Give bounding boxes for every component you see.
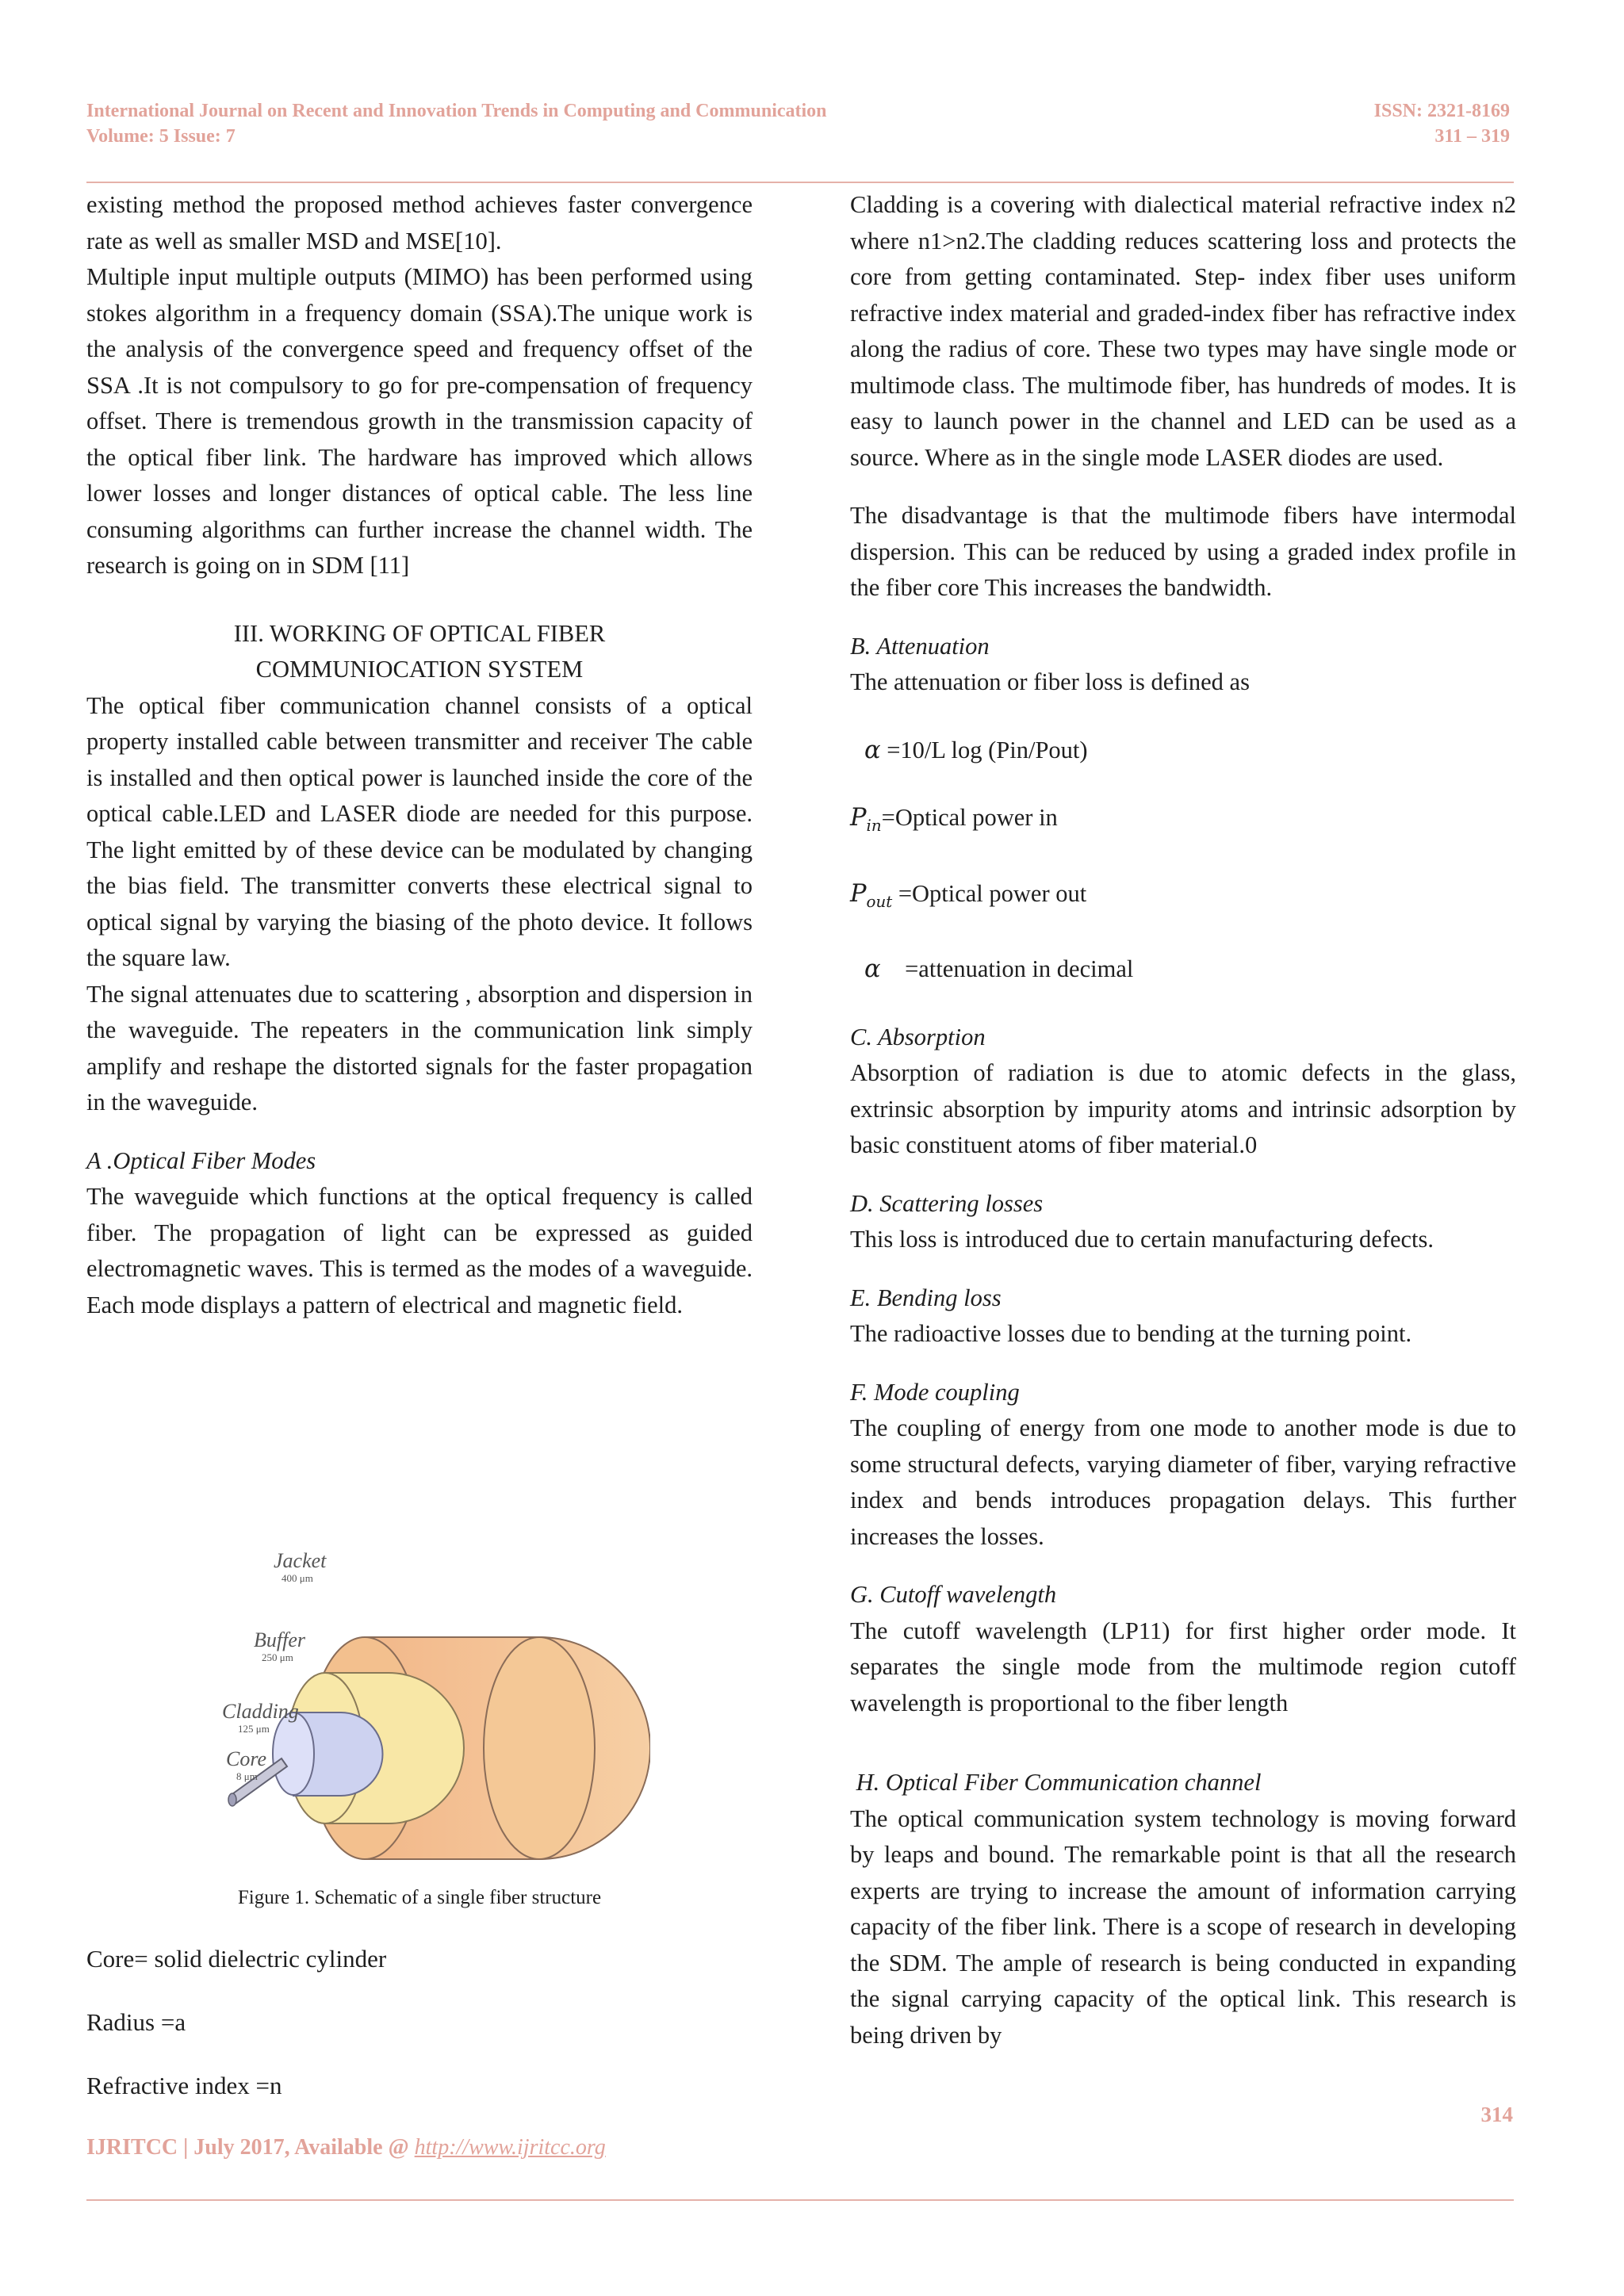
footer — [86, 2135, 606, 2160]
buffer-label: Buffer — [254, 1628, 305, 1651]
definition: Refractive index =n — [86, 2072, 282, 2099]
core-end — [228, 1793, 236, 1806]
attenuation-equation: α =10/L log (Pin/Pout) — [864, 736, 1088, 764]
paragraph: This loss is introduced due to certain manufacturing defects. — [850, 1226, 1434, 1253]
pout-definition: $P_{out}$ =Optical power out — [850, 879, 1087, 911]
paragraph: The radioactive losses due to bending at the turning point. — [850, 1320, 1412, 1348]
cladding-label: Cladding — [222, 1700, 299, 1723]
jacket-label: Jacket — [274, 1549, 327, 1572]
paragraph: Absorption of radiation is due to atomic defects in the glass, extrinsic absorption by impurity atoms and intrinsic adsorption by basic constituent atoms of fiber material.0 — [850, 1059, 1516, 1159]
paragraph: The optical fiber communication channel consists of a optical property installed cable between transmitter and receiver The cable is installed and then optical power is launched inside the core of the optical cable.LED and LASER diode are needed for this purpose. The light emitted by of these device can be modulated by changing the bias field. The transmitter converts these electrical signal to optical signal by varying the biasing of the photo device. It follows the square law. — [86, 691, 753, 971]
cladding-face — [273, 1712, 314, 1795]
left-column — [86, 187, 753, 1323]
paragraph: The coupling of energy from one mode to another mode is due to some structural defects, varying diameter of fiber, varying refractive index and bends introduces propagation delays. This further increases the losses. — [850, 1414, 1516, 1550]
subsection-heading: H. Optical Fiber Communication channel — [850, 1769, 1262, 1797]
paragraph: The cutoff wavelength (LP11) for first higher order mode. It separates the single mode from the multimode region cutoff wavelength is proportional to the fiber length — [850, 1617, 1516, 1716]
footer-text: IJRITCC | July 2017, Available @ — [86, 2135, 415, 2160]
paragraph: The waveguide which functions at the optical frequency is called fiber. The propagation of light can be expressed as guided electromagnetic waves. This is termed as the modes of a waveguide. Each mode displays a pattern of electrical and magnetic field. — [86, 1183, 753, 1318]
paragraph: Cladding is a covering with dialectical material refractive index n2 where n1>n2.The cladding reduces scattering loss and protects the core from getting contaminated. Step- index fiber uses uniform refractive index material and graded-index fiber has refractive index along the radius of core. These two types may have single mode or multimode class. The multimode fiber, has hundreds of modes. It is easy to launch power in the channel and LED can be used as a source. Where as in the single mode LASER diodes are used. — [850, 191, 1516, 471]
footer-divider — [86, 2199, 1514, 2201]
subsection-heading: B. Attenuation — [850, 632, 990, 660]
header-divider — [86, 182, 1514, 183]
running-header-right — [1374, 98, 1510, 149]
page-number: 314 — [1480, 2103, 1513, 2126]
figure-caption: Figure 1. Schematic of a single fiber structure — [237, 1887, 602, 1908]
paragraph: The optical communication system technology is moving forward by leaps and bound. The remarkable point is that all the research experts are trying to increase the amount of information carrying capacity of the fiber link. There is a scope of research in developing the SDM. The ample of research is being conducted in expanding the signal carrying capacity of the optical link. This research is being driven by — [850, 1804, 1516, 2049]
core-size: 8 μm — [236, 1770, 258, 1782]
issn: ISSN: 2321-8169 — [1373, 101, 1510, 121]
volume-issue: Volume: 5 Issue: 7 — [86, 126, 236, 147]
paragraph: existing method the proposed method achieves faster convergence rate as well as smaller MSD and MSE[10]. — [86, 191, 753, 254]
paragraph: Multiple input multiple outputs (MIMO) has been performed using stokes algorithm in a frequency domain (SSA).The unique work is the analysis of the convergence speed and frequency offset of the SSA .It is not compulsory to go for pre-compensation of frequency offset. There is tremendous growth in the transmission capacity of the optical fiber link. The hardware has improved which allows lower losses and longer distances of optical cable. The less line consuming algorithms can further increase the channel width. The research is going on in SDM [11] — [86, 263, 753, 579]
alpha-definition: α =attenuation in decimal — [864, 955, 1134, 984]
paragraph: The attenuation or fiber loss is defined as — [850, 668, 1250, 695]
running-header — [86, 98, 827, 149]
buffer-size: 250 μm — [262, 1651, 293, 1663]
subsection-heading: G. Cutoff wavelength — [850, 1581, 1057, 1609]
cladding-size: 125 μm — [238, 1723, 270, 1735]
section-heading: III. WORKING OF OPTICAL FIBER COMMUNIOCATION SYSTEM — [233, 619, 606, 683]
subsection-heading: C. Absorption — [850, 1023, 986, 1050]
definition: Radius =a — [86, 2008, 186, 2036]
fiber-structure-figure — [206, 1534, 650, 1867]
jacket-end — [484, 1637, 595, 1859]
subsection-heading: F. Mode coupling — [850, 1378, 1020, 1406]
core-label: Core — [226, 1747, 267, 1770]
journal-link[interactable]: http://www.ijritcc.org — [414, 2135, 606, 2160]
subsection-heading: A .Optical Fiber Modes — [86, 1146, 316, 1174]
journal-title: International Journal on Recent and Innovation Trends in Computing and Communication — [86, 101, 827, 121]
subsection-heading: E. Bending loss — [850, 1284, 1002, 1311]
paragraph: The signal attenuates due to scattering , absorption and dispersion in the waveguide. The repeaters in the communication link simply amplify and reshape the distorted signals for the faster propagation in the waveguide. — [86, 980, 753, 1115]
jacket-size: 400 μm — [282, 1572, 313, 1584]
definition: Core= solid dielectric cylinder — [86, 1945, 387, 1973]
pin-definition: $P_{in}=Optical$ power in — [850, 804, 1058, 836]
subsection-heading: D. Scattering losses — [850, 1189, 1044, 1217]
page-range: 311 – 319 — [1434, 126, 1510, 147]
paragraph: The disadvantage is that the multimode fibers have intermodal dispersion. This can be reduced by using a graded index profile in the fiber core This increases the bandwidth. — [850, 502, 1516, 601]
right-column — [850, 187, 1516, 2053]
